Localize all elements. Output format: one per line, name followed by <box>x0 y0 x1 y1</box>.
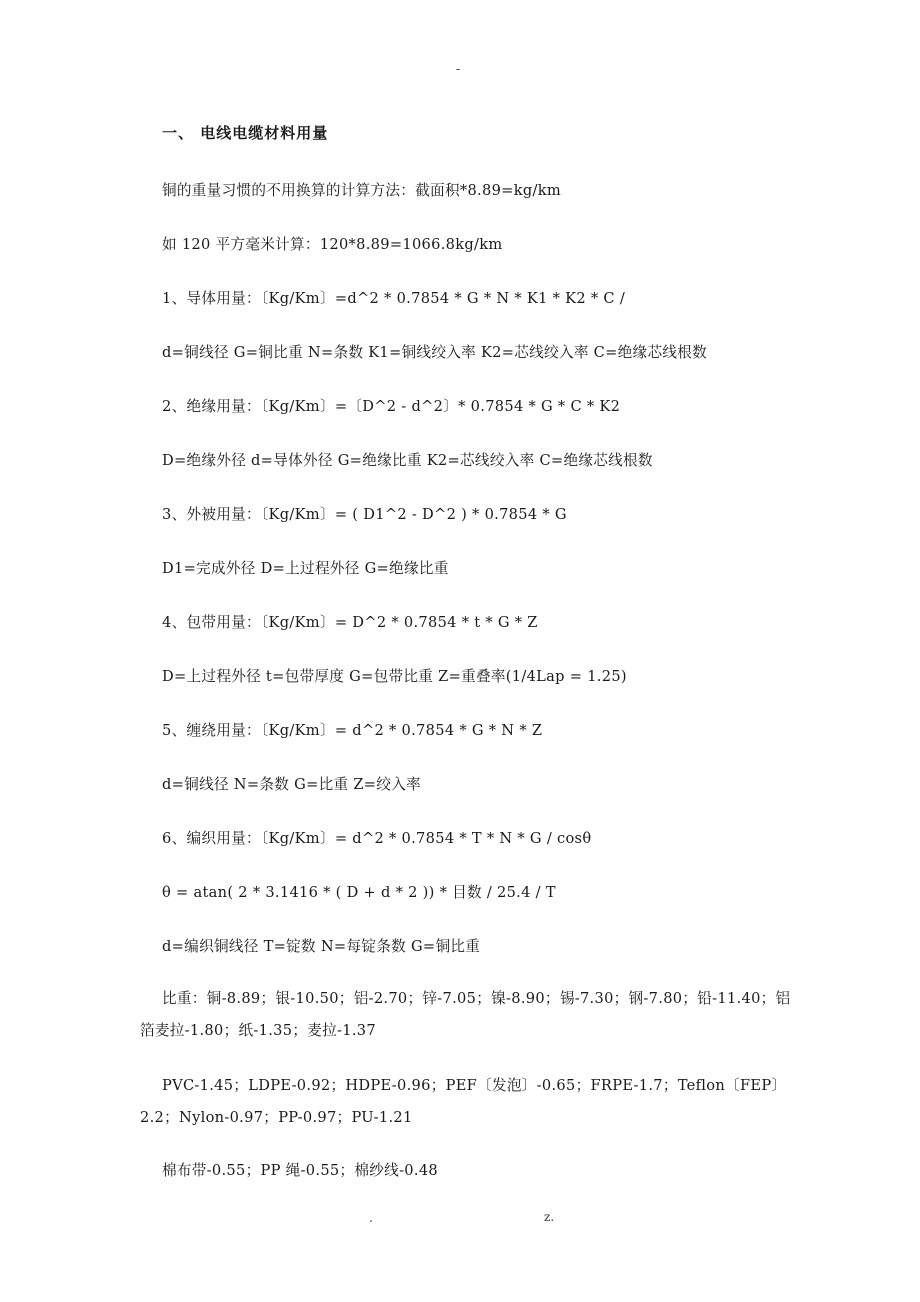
text-line: 如 120 平方毫米计算：120*8.89=1066.8kg/km <box>162 236 503 253</box>
header-mark: - <box>456 62 461 76</box>
formula-line: 6、编织用量：〔Kg/Km〕= d^2 * 0.7854 * T * N * G / cosθ <box>162 830 592 847</box>
text-line: d=铜线径 N=条数 G=比重 Z=绞入率 <box>162 776 421 793</box>
formula-line: θ = atan( 2 * 3.1416 * ( D + d * 2 )) * 目数 / 25.4 / T <box>162 884 556 901</box>
text-line: d=铜线径 G=铜比重 N=条数 K1=铜线绞入率 K2=芯线绞入率 C=绝缘芯线根数 <box>162 344 708 361</box>
text-line: D1=完成外径 D=上过程外径 G=绝缘比重 <box>162 560 449 577</box>
formula-line: 4、包带用量：〔Kg/Km〕= D^2 * 0.7854 * t * G * Z <box>162 614 538 631</box>
footer-left-mark: . <box>369 1211 373 1225</box>
text-line: D=上过程外径 t=包带厚度 G=包带比重 Z=重叠率(1/4Lap = 1.25) <box>162 668 627 685</box>
formula-line: 1、导体用量：〔Kg/Km〕=d^2 * 0.7854 * G * N * K1 * K2 * C / <box>162 290 626 307</box>
paragraph-specific-gravity-other: 棉布带-0.55；PP 绳-0.55；棉纱线-0.48 <box>162 1162 438 1179</box>
text-line: D=绝缘外径 d=导体外径 G=绝缘比重 K2=芯线绞入率 C=绝缘芯线根数 <box>162 452 653 469</box>
text-line: 铜的重量习惯的不用换算的计算方法：截面积*8.89=kg/km <box>162 182 561 199</box>
formula-line: 5、缠绕用量：〔Kg/Km〕= d^2 * 0.7854 * G * N * Z <box>162 722 543 739</box>
footer-right-mark: z. <box>544 1210 555 1224</box>
text-line: d=编织铜线径 T=锭数 N=每锭条数 G=铜比重 <box>162 938 481 955</box>
section-title: 一、 电线电缆材料用量 <box>162 124 329 142</box>
paragraph-specific-gravity-plastics: PVC-1.45；LDPE-0.92；HDPE-0.96；PEF〔发泡〕-0.65；FRPE-1.7；Teflon〔FEP〕2.2；Nylon-0.97；PP-0.97；PU-1.21 <box>140 1077 787 1126</box>
formula-line: 2、绝缘用量：〔Kg/Km〕=〔D^2 - d^2〕* 0.7854 * G * C * K2 <box>162 398 621 415</box>
paragraph-specific-gravity-metals: 比重：铜-8.89；银-10.50；铝-2.70；锌-7.05；镍-8.90；锡-7.30；钢-7.80；铅-11.40；铝箔麦拉-1.80；纸-1.35；麦拉-1.37 <box>140 990 791 1039</box>
formula-line: 3、外被用量：〔Kg/Km〕= ( D1^2 - D^2 ) * 0.7854 * G <box>162 506 567 523</box>
